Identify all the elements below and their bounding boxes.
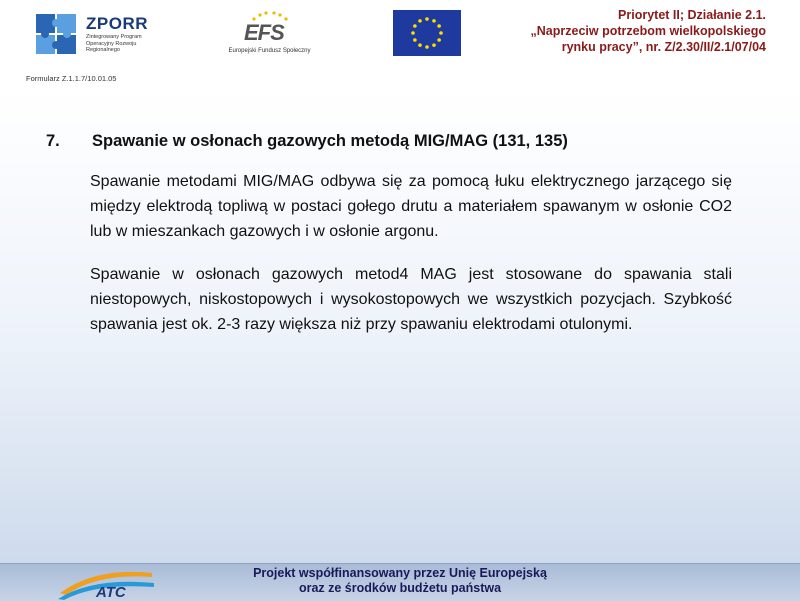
priority-line-1: Priorytet II; Działanie 2.1.: [618, 8, 766, 22]
eu-star: [425, 45, 429, 49]
puzzle-icon: [34, 12, 78, 56]
section-number: 7.: [46, 132, 60, 150]
cofinancing-note: [230, 566, 570, 596]
atc-logo: [56, 563, 156, 600]
eu-star: [439, 31, 443, 35]
paragraph-1: Spawanie metodami MIG/MAG odbywa się za pomocą łuku elektrycznego jarzącego się między elektrodą topliwą w postaci gołego drutu a materiałem spawanym w osłonie CO2 lub w mieszankach gazowych i w osłonie argonu.: [90, 173, 732, 240]
zporr-subtitle: Zintegrowany Program Operacyjny Rozwoju Regionalnego: [86, 34, 142, 53]
section-heading: [46, 132, 732, 151]
priority-line-3: rynku pracy”, nr. Z/2.30/II/2.1/07/04: [561, 40, 766, 54]
eu-star: [413, 24, 417, 28]
priority-info: [506, 7, 766, 55]
eu-star: [437, 24, 441, 28]
eu-star: [432, 19, 436, 23]
eu-star: [437, 38, 441, 42]
eu-star: [425, 17, 429, 21]
eu-star: [432, 43, 436, 47]
cofinancing-line-2: oraz ze środków budżetu państwa: [298, 581, 502, 595]
efs-caption: Europejski Fundusz Społeczny: [228, 48, 311, 54]
eu-star: [418, 19, 422, 23]
eu-star: [411, 31, 415, 35]
paragraph-2: Spawanie w osłonach gazowych metod4 MAG jest stosowane do spawania stali niestopowych, niskostopowych i wysokostopowych we wszystkich pozycjach. Szybkość spawania jest ok. 2-3 razy większa niż przy spawaniu elektrodami otulonymi.: [90, 266, 732, 333]
main-content: [46, 132, 732, 337]
atc-logo-text: ATC: [96, 584, 126, 600]
priority-line-2: „Naprzeciw potrzebom wielkopolskiego: [530, 24, 766, 38]
zporr-title: ZPORR: [86, 14, 148, 33]
eu-flag-icon: [393, 10, 461, 56]
cofinancing-line-1: Projekt współfinansowany przez Unię Europejską: [253, 566, 547, 580]
efs-logo: [222, 8, 317, 60]
header: [0, 0, 800, 68]
form-code: Formularz Z.1.1.7/10.01.05: [26, 74, 117, 83]
section-title: Spawanie w osłonach gazowych metodą MIG/MAG (131, 135): [92, 132, 568, 150]
efs-letters: EFS: [244, 20, 284, 45]
eu-star: [418, 43, 422, 47]
eu-star: [413, 38, 417, 42]
zporr-logo: [34, 12, 174, 58]
